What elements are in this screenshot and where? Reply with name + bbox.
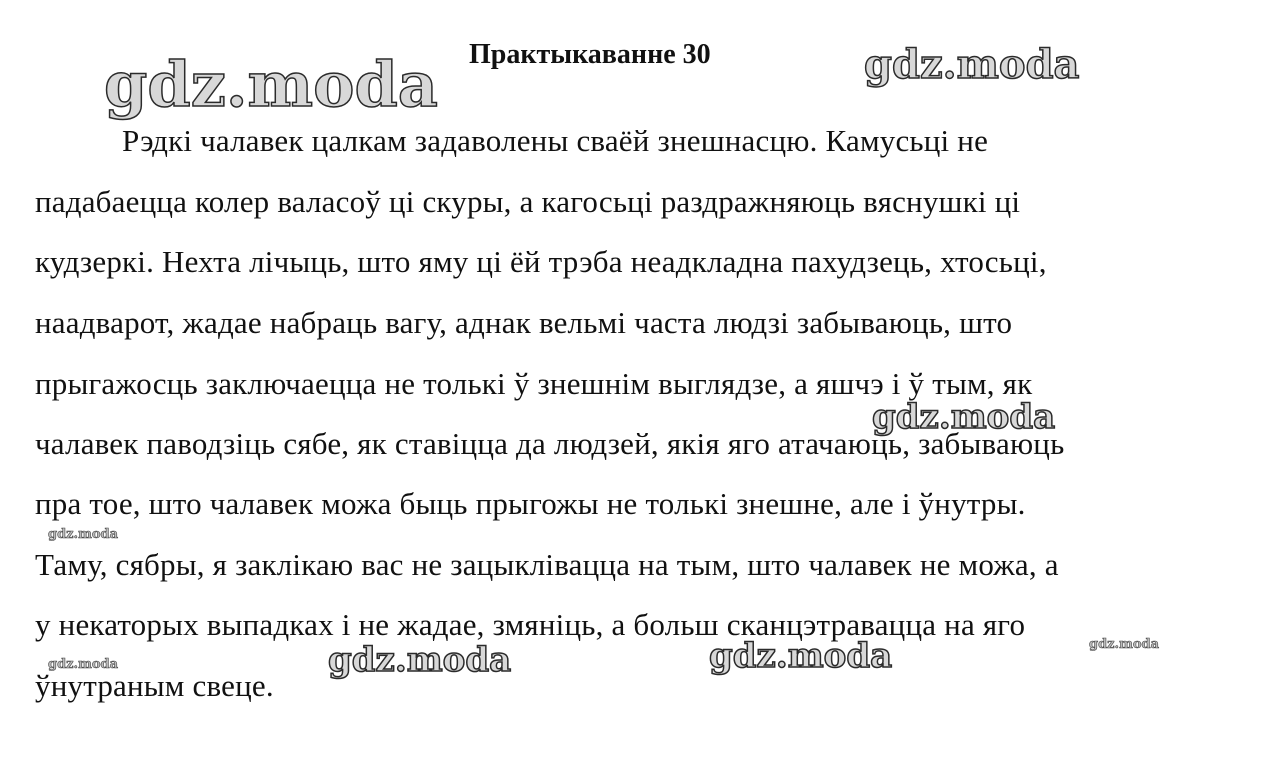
- watermark-logo: gdz.moda: [48, 657, 119, 672]
- watermark-logo: gdz.moda: [104, 48, 438, 121]
- paragraph-line: Рэдкі чалавек цалкам задаволены сваёй знешнасцю. Камусьці не: [122, 123, 989, 158]
- paragraph-line: прыгажосць заключаецца не толькі ў знешнім выглядзе, а яшчэ і ў тым, як: [35, 366, 1033, 401]
- watermark-logo: gdz.moda: [864, 41, 1080, 88]
- watermark-logo: gdz.moda: [48, 527, 119, 542]
- paragraph-line: пра тое, што чалавек можа быць прыгожы не толькі знешне, але і ўнутры.: [35, 486, 1026, 521]
- paragraph-line: чалавек паводзіць сябе, як ставіцца да людзей, якія яго атачаюць, забываюць: [35, 426, 1065, 461]
- watermark-logo: gdz.moda: [328, 640, 512, 680]
- paragraph-line: наадварот, жадае набраць вагу, аднак вельмі часта людзі забываюць, што: [35, 305, 1013, 340]
- paragraph-line: падабаецца колер валасоў ці скуры, а кагосьці раздражняюць вяснушкі ці: [35, 184, 1021, 219]
- watermark-logo: gdz.moda: [1089, 637, 1160, 652]
- paragraph-line: ўнутраным свеце.: [35, 668, 274, 703]
- watermark-logo: gdz.moda: [872, 397, 1056, 437]
- paragraph-line: кудзеркі. Нехта лічыць, што яму ці ёй трэба неадкладна пахудзець, хтосьці,: [35, 244, 1047, 279]
- paragraph-line: Таму, сябры, я заклікаю вас не зацыклівацца на тым, што чалавек не можа, а: [35, 547, 1059, 582]
- paragraph-line: у некаторых выпадках і не жадае, змяніць, а больш сканцэтравацца на яго: [35, 607, 1026, 642]
- exercise-title: Практыкаванне 30: [469, 39, 711, 70]
- watermark-logo: gdz.moda: [709, 636, 893, 676]
